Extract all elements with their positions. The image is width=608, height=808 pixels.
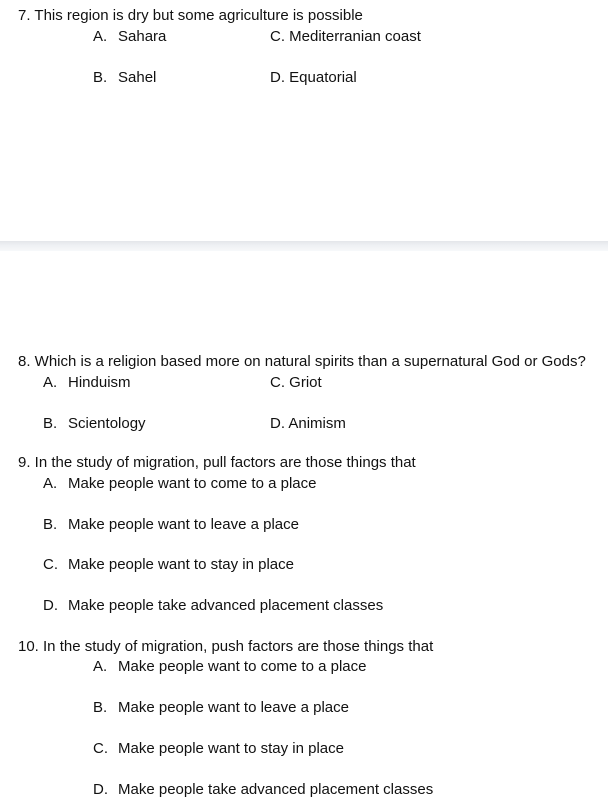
q8-option-b bbox=[43, 415, 146, 433]
document-page-2 bbox=[0, 251, 608, 808]
option-text: Make people want to leave a place bbox=[118, 699, 349, 716]
q9-option-a bbox=[43, 475, 316, 493]
question-7-text: 7. This region is dry but some agriculture is possible bbox=[18, 7, 363, 24]
option-text: Make people want to come to a place bbox=[118, 658, 367, 675]
q9-option-d bbox=[43, 597, 383, 615]
option-letter: D. bbox=[270, 415, 285, 432]
option-text: Sahel bbox=[118, 69, 157, 86]
option-letter: C. bbox=[93, 740, 108, 757]
q10-option-d bbox=[93, 781, 433, 799]
q10-option-b bbox=[93, 699, 349, 717]
option-text: Sahara bbox=[118, 28, 167, 45]
q7-option-c bbox=[270, 28, 421, 46]
document-page-1 bbox=[0, 0, 608, 241]
q8-option-a bbox=[43, 374, 131, 392]
option-text: Make people want to come to a place bbox=[68, 475, 317, 492]
option-text: Make people want to stay in place bbox=[68, 556, 294, 573]
option-text: Equatorial bbox=[289, 69, 357, 86]
option-letter: B. bbox=[43, 516, 58, 533]
option-letter: C. bbox=[43, 556, 58, 573]
option-letter: D. bbox=[43, 597, 58, 614]
q7-option-d bbox=[270, 69, 357, 87]
option-letter: A. bbox=[43, 374, 58, 391]
option-letter: B. bbox=[93, 699, 108, 716]
option-letter: B. bbox=[43, 415, 58, 432]
q10-option-c bbox=[93, 740, 344, 758]
option-text: Mediterranian coast bbox=[289, 28, 421, 45]
option-text: Griot bbox=[289, 374, 322, 391]
option-letter: C. bbox=[270, 374, 285, 391]
q8-option-c bbox=[270, 374, 322, 392]
option-letter: C. bbox=[270, 28, 285, 45]
option-letter: D. bbox=[270, 69, 285, 86]
option-letter: B. bbox=[93, 69, 108, 86]
page-separator bbox=[0, 241, 608, 251]
question-8-text: 8. Which is a religion based more on natural spirits than a supernatural God or Gods? bbox=[18, 353, 586, 370]
option-letter: D. bbox=[93, 781, 108, 798]
option-text: Make people want to leave a place bbox=[68, 516, 299, 533]
option-text: Make people take advanced placement classes bbox=[118, 781, 434, 798]
option-text: Make people want to stay in place bbox=[118, 740, 344, 757]
option-letter: A. bbox=[93, 28, 108, 45]
q7-option-b bbox=[93, 69, 156, 87]
option-text: Scientology bbox=[68, 415, 146, 432]
option-text: Hinduism bbox=[68, 374, 131, 391]
question-10-text: 10. In the study of migration, push factors are those things that bbox=[18, 638, 434, 655]
q8-option-d bbox=[270, 415, 346, 433]
option-letter: A. bbox=[43, 475, 58, 492]
q7-option-a bbox=[93, 28, 166, 46]
option-text: Make people take advanced placement classes bbox=[68, 597, 384, 614]
option-letter: A. bbox=[93, 658, 108, 675]
q9-option-b bbox=[43, 516, 299, 534]
question-9-text: 9. In the study of migration, pull factors are those things that bbox=[18, 454, 416, 471]
option-text: Animism bbox=[288, 415, 346, 432]
q10-option-a bbox=[93, 658, 366, 676]
q9-option-c bbox=[43, 556, 294, 574]
